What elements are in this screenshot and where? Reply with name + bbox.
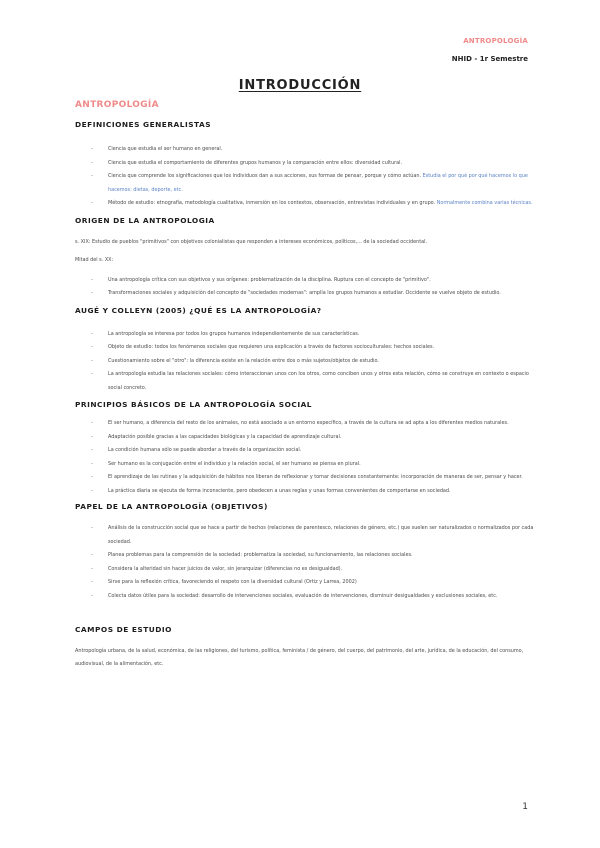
header-subject: ANTROPOLOGÍA — [463, 37, 528, 45]
list-definiciones — [75, 143, 535, 211]
list-principios — [75, 417, 535, 498]
heading-papel: PAPEL DE LA ANTROPOLOGÍA (OBJETIVOS) — [75, 502, 268, 511]
paragraph-origen-2: Mitad del s. XX: — [75, 256, 114, 263]
list-auge — [75, 328, 535, 396]
heading-auge: AUGÉ Y COLLEYN (2005) ¿QUÉ ES LA ANTROPOLOGÍA? — [75, 305, 322, 315]
list-item: - Cuestionamiento sobre el "otro": la diferencia existe en la relación entre dos o más sujetos/objetos de estudio. — [75, 355, 535, 369]
list-item: - La práctica diaria se ejecuta de forma inconsciente, pero obedecen a unas reglas y unas formas convenientes de comportarse en sociedad. — [75, 485, 535, 499]
section-label: ANTROPOLOGÍA — [75, 100, 159, 110]
note: Estudia el por qué por qué hacemos lo que hacemos: dietas, deporte, etc. — [108, 173, 528, 193]
page-number: 1 — [522, 802, 528, 812]
list-papel — [75, 522, 535, 603]
list-item: - Una antropología crítica con sus objetivos y sus orígenes: problematización de la disciplina. Ruptura con el concepto de "primitivo". — [75, 274, 535, 288]
note: Normalmente combina varias técnicas. — [436, 200, 533, 206]
list-item: - Objeto de estudio: todos los fenómenos sociales que requieren una explicación a través de factores socioculturales: hechos sociales. — [75, 341, 535, 355]
list-origen — [75, 274, 535, 301]
list-item: - Considera la alteridad sin hacer juicios de valor, sin jerarquizar (diferencias no es desigualdad). — [75, 563, 535, 577]
heading-origen: ORIGEN DE LA ANTROPOLOGIA — [75, 215, 215, 225]
list-item: - Análisis de la construcción social que se hace a partir de hechos (relaciones de parentesco, relaciones de género, etc.) que suelen ser naturalizados o normalizados por cada sociedad. — [75, 522, 535, 549]
list-item: - Ciencia que estudia el comportamiento de diferentes grupos humanos y la comparación entre ellos: diversidad cultural. — [75, 157, 535, 171]
list-item: - El ser humano, a diferencia del resto de los animales, no está asociado a un entorno específico, a través de la cultura se ad apta a los diferentes medios naturales. — [75, 417, 535, 431]
heading-campos: CAMPOS DE ESTUDIO — [75, 625, 172, 634]
page-title: INTRODUCCIÓN — [238, 78, 362, 93]
list-item: - Colecta datos útiles para la sociedad: desarrollo de intervenciones sociales, evaluación de intervenciones, disminuir desigualdades y exclusiones sociales, etc. — [75, 590, 535, 604]
list-item: - El aprendizaje de las rutinas y la adquisición de hábitos nos liberan de reflexionar y tomar decisiones constantemente: incorporación de maneras de ser, pensar y hacer. — [75, 471, 535, 485]
list-item: - Planea problemas para la comprensión de la sociedad: problematiza la sociedad, su funcionamiento, las relaciones sociales. — [75, 549, 535, 563]
heading-definiciones: DEFINICIONES GENERALISTAS — [75, 120, 212, 129]
paragraph-origen-1: s. XIX: Estudio de pueblos "primitivos" con objetivos colonialistas que responden a intereses económicos, políticos,... de la sociedad occidental. — [75, 238, 428, 245]
paragraph-campos: Antropología urbana, de la salud, económica, de las religiones, del turismo, política, feminista / de género, del cuerpo, del patrimonio, del arte, jurídica, de la educación, del consumo, audiovisual, de la alimentación, etc. — [75, 648, 524, 667]
list-item: - La antropología se interesa por todos los grupos humanos independientemente de sus características. — [75, 328, 535, 342]
list-item: - Método de estudio: etnografía, metodología cualitativa, inmersión en los contextos, observación, entrevistas individuales y en grupo. Normalmente combina varias técnicas. — [75, 197, 535, 211]
content — [75, 120, 535, 671]
list-item: - Adaptación posible gracias a las capacidades biológicas y la capacidad de aprendizaje cultural. — [75, 431, 535, 445]
heading-principios: PRINCIPIOS BÁSICOS DE LA ANTROPOLOGÍA SOCIAL — [75, 400, 313, 409]
list-item: - Ciencia que comprende los significaciones que los individuos dan a sus acciones, sus formas de pensar, porque y cómo actúan. Estudia el por qué por qué hacemos lo que hacemos: dietas, deporte, etc. — [75, 170, 535, 197]
list-item: - Sirve para la reflexión crítica, favoreciendo el respeto con la diversidad cultural (Ortiz y Larrea, 2002) — [75, 576, 535, 590]
header-semester: NHID - 1r Semestre — [451, 55, 528, 63]
list-item: - Transformaciones sociales y adquisición del concepto de "sociedades modernas": amplía los grupos humanos a estudiar. Occidente se vuelve objeto de estudio. — [75, 287, 535, 301]
list-item: - Ser humano es la conjugación entre el individuo y la relación social, el ser humano se piensa en plural. — [75, 458, 535, 472]
list-item: - La antropología estudia las relaciones sociales: cómo interaccionan unos con los otros, como conciben unos y otros esta relación, cómo se construye en contexto o espacio social concreto. — [75, 368, 535, 395]
list-item: - Ciencia que estudia el ser humano en general. — [75, 143, 535, 157]
list-item: - La condición humana sólo se puede abordar a través de la organización social. — [75, 444, 535, 458]
